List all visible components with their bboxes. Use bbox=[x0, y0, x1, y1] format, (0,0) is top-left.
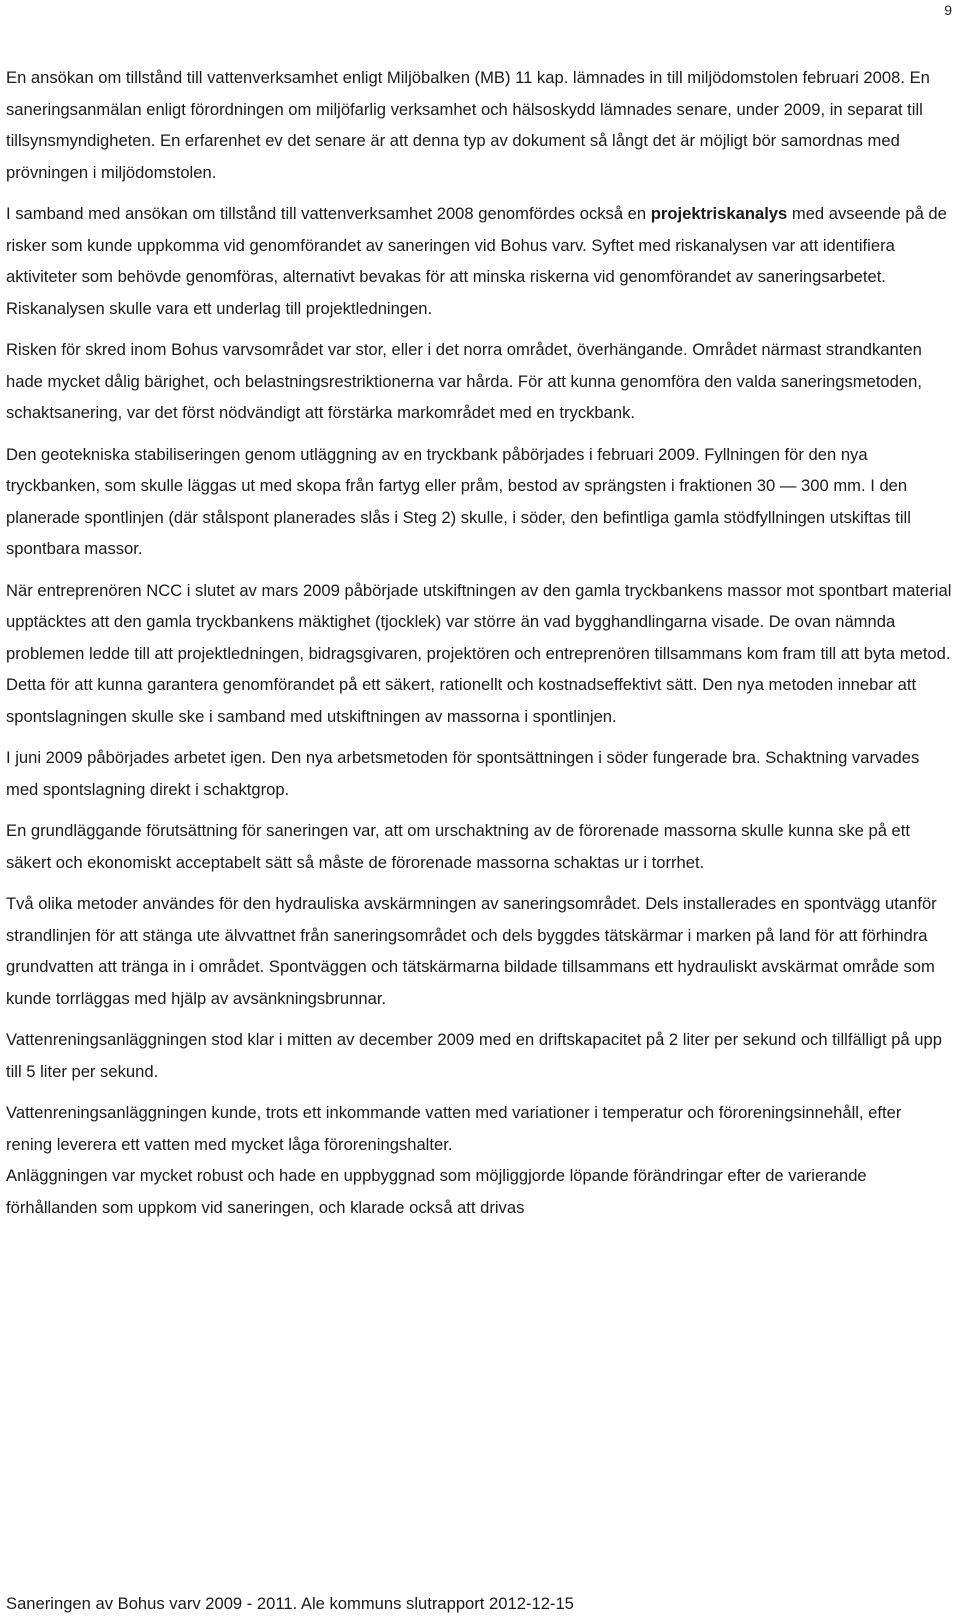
paragraph-hydraulic-shielding: Två olika metoder användes för den hydrauliska avskärmningen av saneringsområdet. Dels installerades en spontvägg utanför strandlinjen för att stänga ute älvvattnet från saneringsområdet och dels byggdes tätskärmar i marken på land för att förhindra grundvatten att tränga in i området. Spontväggen och tätskärmarna bildade tillsammans ett hydrauliskt avskärmat område som kunde torrläggas med hjälp av avsänkningsbrunnar. bbox=[6, 894, 937, 1008]
page-number: 9 bbox=[944, 2, 952, 18]
paragraph-text: med avseende på de risker som kunde uppkomma vid genomförandet av saneringen vid Bohus varv. Syftet med riskanalysen var att identifiera aktiviteter som behövde genomföras, alternativt bevakas för att minska riskerna vid genomförandet av saneringsarbetet. Riskanalysen skulle vara ett underlag till projektledningen. bbox=[6, 204, 947, 318]
paragraph-prerequisite: En grundläggande förutsättning för saneringen var, att om urschaktning av de förorenade massorna skulle kunna ske på ett säkert och ekonomiskt acceptabelt sätt så måste de förorenade massorna schaktas ur i torrhet. bbox=[6, 821, 910, 872]
paragraph-june-2009: I juni 2009 påbörjades arbetet igen. Den nya arbetsmetoden för spontsättningen i söder fungerade bra. Schaktning varvades med spontslagning direkt i schaktgrop. bbox=[6, 748, 920, 799]
document-body bbox=[6, 62, 952, 1233]
page-footer: Saneringen av Bohus varv 2009 - 2011. Ale kommuns slutrapport 2012-12-15 bbox=[6, 1594, 574, 1613]
paragraph-application: En ansökan om tillstånd till vattenverksamhet enligt Miljöbalken (MB) 11 kap. lämnades in till miljödomstolen februari 2008. En saneringsanmälan enligt förordningen om miljöfarlig verksamhet och hälsoskydd lämnades senare, under 2009, in separat till tillsynsmyndigheten. En erfarenhet ev det senare är att denna typ av dokument så långt det är möjligt bör samordnas med prövningen i miljödomstolen. bbox=[6, 68, 930, 182]
paragraph-robust-facility: Anläggningen var mycket robust och hade en uppbyggnad som möjliggjorde löpande förändringar efter de varierande förhållanden som uppkom vid saneringen, och klarade också att drivas bbox=[6, 1166, 867, 1217]
paragraph-water-treatment: Vattenreningsanläggningen stod klar i mitten av december 2009 med en driftskapacitet på 2 liter per sekund och tillfälligt på upp till 5 liter per sekund. bbox=[6, 1030, 942, 1081]
paragraph-risk-analysis bbox=[6, 198, 952, 324]
paragraph-stabilization: Den geotekniska stabiliseringen genom utläggning av en tryckbank påbörjades i februari 2009. Fyllningen för den nya tryckbanken, som skulle läggas ut med skopa från fartyg eller pråm, bestod av sprängsten i fraktionen 30 — 300 mm. I den planerade spontlinjen (där stålspont planerades slås i Steg 2) skulle, i söder, den befintliga gamla stödfyllningen utskiftas till spontbara massor. bbox=[6, 444, 911, 558]
paragraph-landslide-risk: Risken för skred inom Bohus varvsområdet var stor, eller i det norra området, överhängande. Området närmast strandkanten hade mycket dålig bärighet, och belastningsrestriktionerna var hårda. För att kunna genomföra den valda saneringsmetoden, schaktsanering, var det först nödvändigt att förstärka markområdet med en tryckbank. bbox=[6, 340, 922, 422]
bold-term: projektriskanalys bbox=[650, 204, 788, 223]
paragraph-treatment-result: Vattenreningsanläggningen kunde, trots ett inkommande vatten med variationer i temperatur och föroreningsinnehåll, efter rening leverera ett vatten med mycket låga föroreningshalter. bbox=[6, 1103, 902, 1154]
paragraph-ncc-contractor: När entreprenören NCC i slutet av mars 2009 påbörjade utskiftningen av den gamla tryckbankens massor mot spontbart material upptäcktes att den gamla tryckbankens mäktighet (tjocklek) var större än vad bygghandlingarna visade. De ovan nämnda problemen ledde till att projektledningen, bidragsgivaren, projektören och entreprenören tillsammans kom fram till att byta metod. Detta för att kunna garantera genomförandet på ett säkert, rationellt och kostnadseffektivt sätt. Den nya metoden innebar att spontslagningen skulle ske i samband med utskiftningen av massorna i spontlinjen. bbox=[6, 580, 952, 726]
paragraph-text: I samband med ansökan om tillstånd till vattenverksamhet 2008 genomfördes också en bbox=[6, 204, 651, 223]
